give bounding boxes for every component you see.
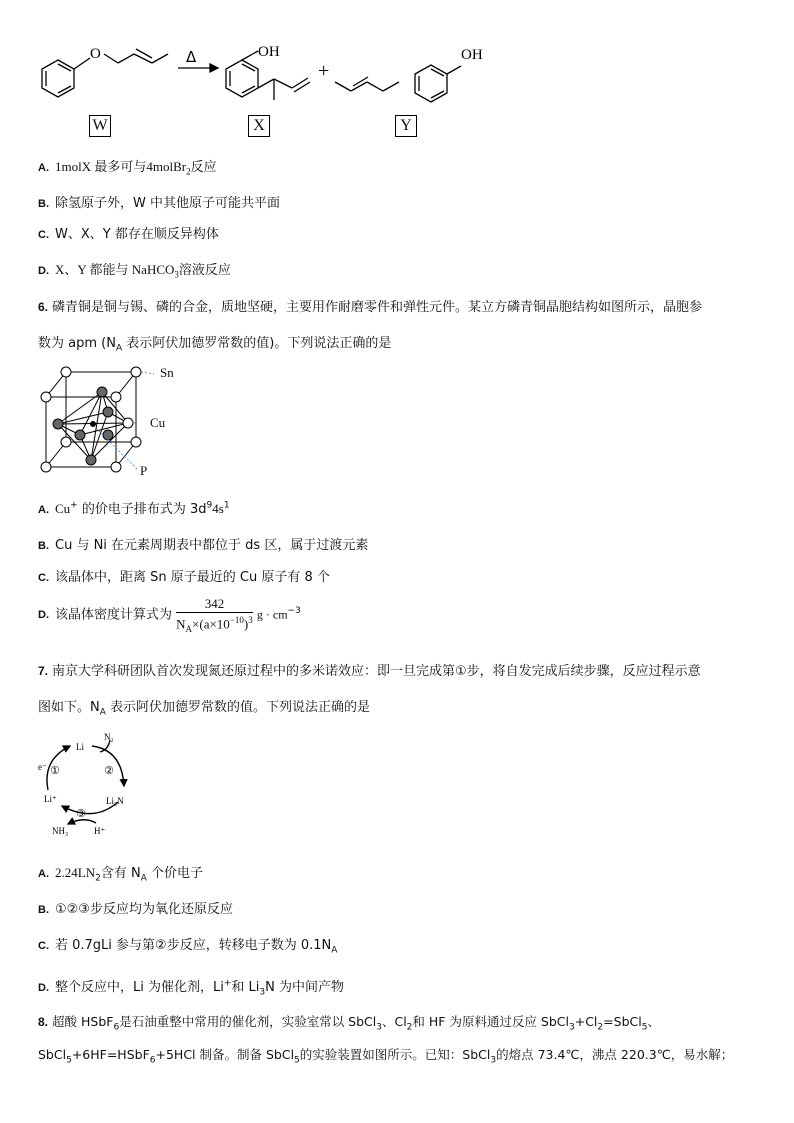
svg-text:e⁻: e⁻ bbox=[38, 762, 47, 772]
q6-stem-line2: 数为 apm ($N_A$ 表示阿伏加德罗常数的值)。下列说法正确的是 bbox=[38, 336, 392, 354]
label-p: P bbox=[140, 463, 148, 478]
y-oh: OH bbox=[461, 47, 483, 63]
reaction-cycle-diagram bbox=[34, 728, 144, 843]
q5-option-c: C. W、X、Y 都存在顺反异构体 bbox=[38, 227, 219, 242]
q6-option-d: D. 该晶体密度计算式为 $\frac{342}{N_A\times(a\times 10^{-10})^3}$ $g \cdot cm^{-3}$ bbox=[38, 596, 301, 634]
svg-text:H⁺: H⁺ bbox=[94, 826, 106, 836]
q7-option-b: B. ①②③步反应均为氧化还原反应 bbox=[38, 902, 233, 917]
q6-option-b: B. Cu 与 Ni 在元素周期表中都位于 ds 区，属于过渡元素 bbox=[38, 538, 369, 553]
q5-option-b: B. 除氢原子外，W 中其他原子可能共平面 bbox=[38, 196, 280, 211]
ether-o: O bbox=[90, 46, 101, 62]
q7-option-d: D. 整个反应中，Li 为催化剂，Li+和 $Li_3N$ 为中间产物 bbox=[38, 978, 344, 998]
svg-text:NH₃: NH₃ bbox=[52, 826, 69, 836]
compound-x-label: X bbox=[248, 115, 270, 137]
plus-sign: + bbox=[318, 60, 330, 82]
svg-text:③: ③ bbox=[76, 807, 86, 820]
arrow-label: Δ bbox=[186, 48, 197, 66]
w-benzene-ring bbox=[42, 60, 74, 97]
svg-text:Li: Li bbox=[76, 742, 84, 752]
svg-text:N₂: N₂ bbox=[104, 732, 114, 742]
q5-option-a: A. 1molX 最多可与4molBr$_2$反应 bbox=[38, 159, 217, 177]
q5-option-d: D. X、Y 都能与 NaHCO$_3$溶液反应 bbox=[38, 262, 231, 280]
q7-option-c: C. 若 0.7gLi 参与第②步反应，转移电子数为 $0.1N_A$ bbox=[38, 938, 338, 956]
x-oh: OH bbox=[258, 44, 280, 60]
q6-stem-line1: 6. 磷青铜是铜与锡、磷的合金，质地坚硬，主要用作耐磨零件和弹性元件。某立方磷青铜晶胞结构如图所示，晶胞参 bbox=[38, 300, 703, 315]
svg-text:Li⁺: Li⁺ bbox=[44, 794, 57, 804]
q8-stem-line1: 8. 超酸 HSbF$_6$是石油重整中常用的催化剂，实验室常以 SbCl$_3$、$Cl_2$和 HF 为原料通过反应 $SbCl_3+Cl_2=SbCl_5$、 bbox=[38, 1014, 660, 1033]
q7-stem-line1: 7. 南京大学科研团队首次发现氮还原过程中的多米诺效应：即一旦完成第①步，将自发完成后续步骤，反应过程示意 bbox=[38, 664, 701, 679]
q7-stem-line2: 图如下。$N_A$ 表示阿伏加德罗常数的值。下列说法正确的是 bbox=[38, 700, 371, 718]
svg-text:②: ② bbox=[104, 764, 114, 777]
q7-option-a: A. $2.24LN_2$含有 $N_A$ 个价电子 bbox=[38, 865, 203, 884]
compound-w-label: W bbox=[89, 115, 111, 137]
label-sn: Sn bbox=[160, 365, 174, 380]
label-cu: Cu bbox=[150, 415, 166, 430]
q6-option-a: A. Cu+ 的价电子排布式为 $3d^94s^1$ bbox=[38, 500, 230, 517]
svg-text:Li₃N: Li₃N bbox=[106, 796, 124, 806]
q8-stem-line2: SbCl$_5$+6HF=HSbF$_6$+5HCl 制备。制备 SbCl$_5$的实验装置如图所示。已知：SbCl$_3$的熔点 73.4℃，沸点 220.3℃，易水解； bbox=[38, 1047, 734, 1066]
x-benzene-ring bbox=[226, 60, 258, 97]
svg-text:①: ① bbox=[50, 764, 60, 777]
density-fraction: $\frac{342}{N_A\times(a\times 10^{-10})^3}$ bbox=[176, 596, 253, 634]
q6-option-c: C. 该晶体中，距离 Sn 原子最近的 Cu 原子有 8 个 bbox=[38, 570, 330, 585]
compound-y-label: Y bbox=[395, 115, 417, 137]
y-benzene-ring bbox=[415, 65, 447, 102]
